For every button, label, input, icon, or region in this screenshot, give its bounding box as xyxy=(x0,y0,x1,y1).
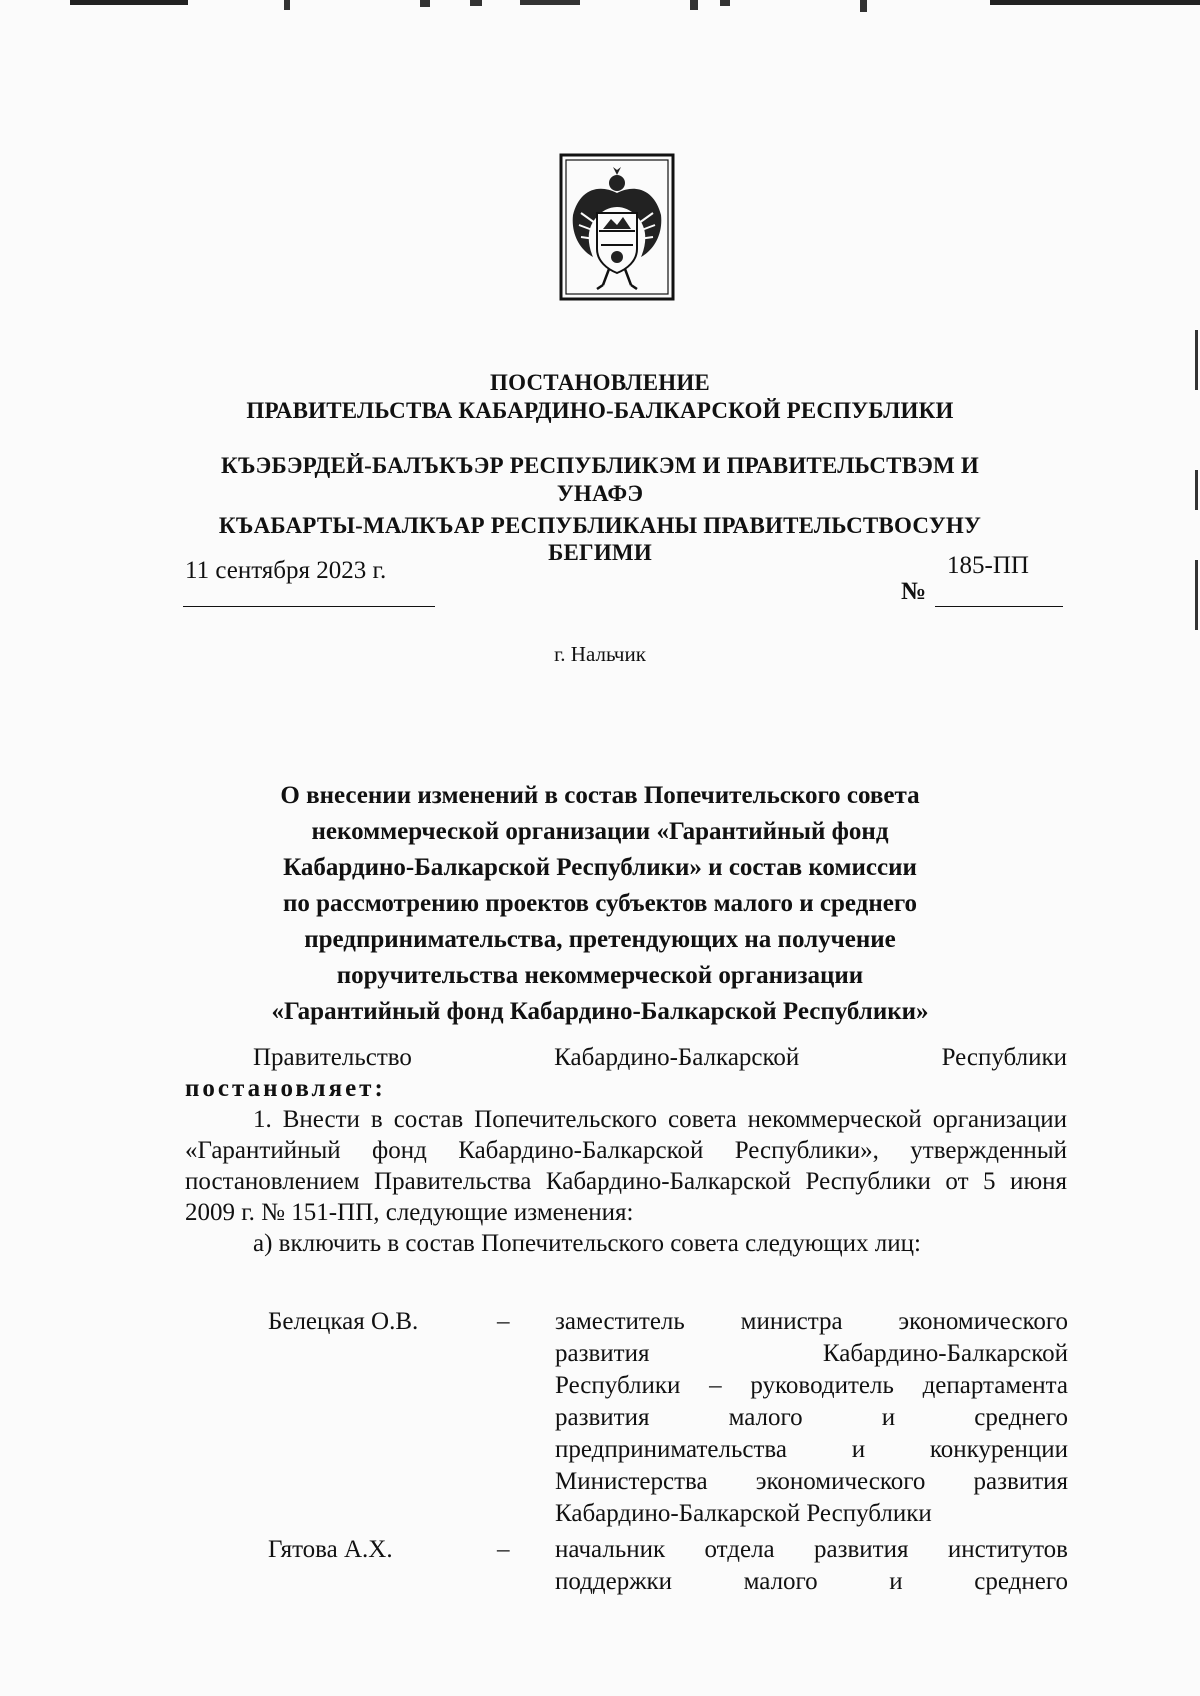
title-line: по рассмотрению проектов субъектов малого и среднего xyxy=(282,890,918,917)
header-krc-line2: БЕГИМИ xyxy=(548,540,652,565)
decree-title xyxy=(0,778,1200,1030)
scan-artifact xyxy=(690,0,698,10)
scan-artifact xyxy=(720,0,730,6)
scan-artifact xyxy=(420,0,430,7)
item-1: 1. Внести в состав Попечительского совета некоммерческой организации «Гарантийный фонд Кабардино-Балкарской Республики», утвержденный постановлением Правительства Кабардино-Балкарской Республики от 5 июня 2009 г. № 151-ПП, следующие изменения: xyxy=(185,1106,1067,1226)
role-line: развития Кабардино-Балкарской xyxy=(555,1340,1068,1367)
preamble xyxy=(185,1042,1067,1104)
scan-artifact xyxy=(470,0,482,6)
kbr-coat-of-arms-icon xyxy=(557,153,677,301)
role-line: Министерства экономического развития xyxy=(555,1468,1068,1495)
number-underline xyxy=(935,606,1063,607)
role-line: поддержки малого и среднего xyxy=(555,1568,1068,1595)
title-line: Кабардино-Балкарской Республики» и состав комиссии xyxy=(283,854,917,881)
number-sign: № xyxy=(901,578,927,605)
item-1a: а) включить в состав Попечительского совета следующих лиц: xyxy=(253,1230,921,1257)
decree-date: 11 сентября 2023 г. xyxy=(185,557,387,584)
role-line: Республики – руководитель департамента xyxy=(555,1372,1068,1399)
role-line: начальник отдела развития институтов xyxy=(555,1536,1068,1563)
header-krc-line1: КЪАБАРТЫ-МАЛКЪАР РЕСПУБЛИКАНЫ ПРАВИТЕЛЬСТВОСУНУ xyxy=(218,513,982,538)
role-line: развития малого и среднего xyxy=(555,1404,1068,1431)
member-role xyxy=(555,1534,1068,1598)
header-ru-line1: ПОСТАНОВЛЕНИЕ xyxy=(490,370,710,395)
role-line: предпринимательства и конкуренции xyxy=(555,1436,1068,1463)
scan-artifact xyxy=(70,0,188,5)
scan-artifact xyxy=(284,0,290,10)
title-line: некоммерческой организации «Гарантийный фонд xyxy=(311,818,889,845)
scan-artifact xyxy=(1195,560,1198,630)
scan-artifact xyxy=(520,0,580,5)
member-name: Белецкая О.В. xyxy=(268,1308,419,1335)
date-underline xyxy=(183,606,435,607)
preamble-line2: постановляет: xyxy=(185,1075,386,1102)
title-line: «Гарантийный фонд Кабардино-Балкарской Республики» xyxy=(271,998,929,1025)
title-line: предпринимательства, претендующих на получение xyxy=(304,926,896,953)
title-line: О внесении изменений в состав Попечительского совета xyxy=(280,782,920,809)
member-role xyxy=(555,1306,1068,1530)
city: г. Нальчик xyxy=(554,642,646,666)
role-line: Кабардино-Балкарской Республики xyxy=(555,1500,932,1527)
member-dash: – xyxy=(497,1308,510,1335)
scan-artifact xyxy=(860,0,867,12)
header-kbd-line1: КЪЭБЭРДЕЙ-БАЛЪКЪЭР РЕСПУБЛИКЭМ И ПРАВИТЕЛЬСТВЭМ И xyxy=(220,453,980,478)
title-line: поручительства некоммерческой организации xyxy=(336,962,864,989)
preamble-line1: Правительство Кабардино-Балкарской Республики xyxy=(253,1044,1067,1071)
role-line: заместитель министра экономического xyxy=(555,1308,1068,1335)
member-name: Гятова А.Х. xyxy=(268,1536,393,1563)
header-ru-line2: ПРАВИТЕЛЬСТВА КАБАРДИНО-БАЛКАРСКОЙ РЕСПУБЛИКИ xyxy=(246,398,954,423)
member-dash: – xyxy=(497,1536,510,1563)
decree-number: 185-ПП xyxy=(947,552,1029,579)
scan-artifact xyxy=(990,0,1200,5)
header-kbd-line2: УНАФЭ xyxy=(556,481,644,506)
